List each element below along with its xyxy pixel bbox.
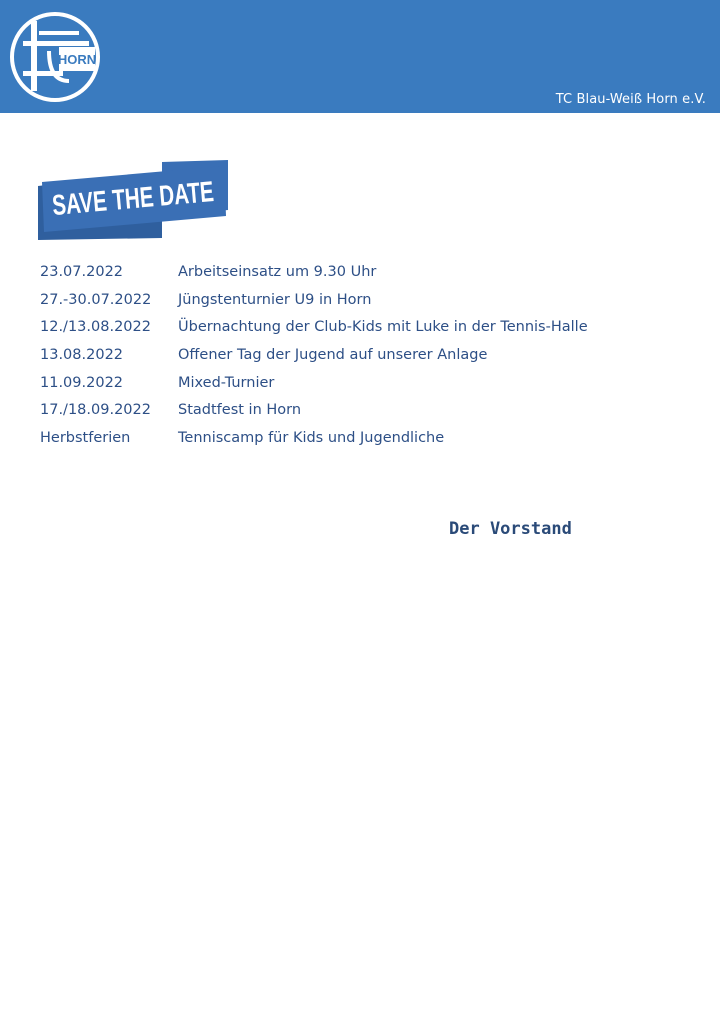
list-item bbox=[40, 262, 680, 290]
event-date: 13.08.2022 bbox=[40, 347, 124, 364]
header-bar bbox=[0, 0, 720, 113]
event-date: 11.09.2022 bbox=[40, 374, 124, 391]
event-description: Arbeitseinsatz um 9.30 Uhr bbox=[178, 264, 377, 280]
event-date: 23.07.2022 bbox=[40, 264, 124, 280]
event-description: Mixed-Turnier bbox=[178, 374, 275, 391]
event-description: Tenniscamp für Kids und Jugendliche bbox=[178, 430, 445, 447]
event-date: 17./18.09.2022 bbox=[40, 402, 151, 419]
event-date: Herbstferien bbox=[40, 430, 131, 447]
list-item bbox=[40, 345, 680, 373]
events-list bbox=[40, 262, 680, 456]
signature: Der Vorstand bbox=[449, 519, 572, 539]
club-logo-icon bbox=[9, 11, 101, 103]
list-item bbox=[40, 428, 680, 456]
event-description: Offener Tag der Jugend auf unserer Anlage bbox=[178, 347, 488, 364]
club-name: TC Blau-Weiß Horn e.V. bbox=[555, 92, 706, 107]
banner-text: SAVE THE DATE bbox=[50, 175, 216, 222]
event-description: Übernachtung der Club-Kids mit Luke in der Tennis-Halle bbox=[178, 319, 588, 336]
list-item bbox=[40, 373, 680, 401]
list-item bbox=[40, 290, 680, 318]
event-date: 12./13.08.2022 bbox=[40, 319, 151, 336]
logo-text: HORN bbox=[57, 52, 97, 67]
event-description: Stadtfest in Horn bbox=[178, 402, 302, 419]
event-date: 27.-30.07.2022 bbox=[40, 291, 152, 308]
event-description: Jüngstenturnier U9 in Horn bbox=[178, 291, 372, 308]
list-item bbox=[40, 400, 680, 428]
list-item bbox=[40, 317, 680, 345]
save-the-date-banner bbox=[38, 160, 230, 242]
